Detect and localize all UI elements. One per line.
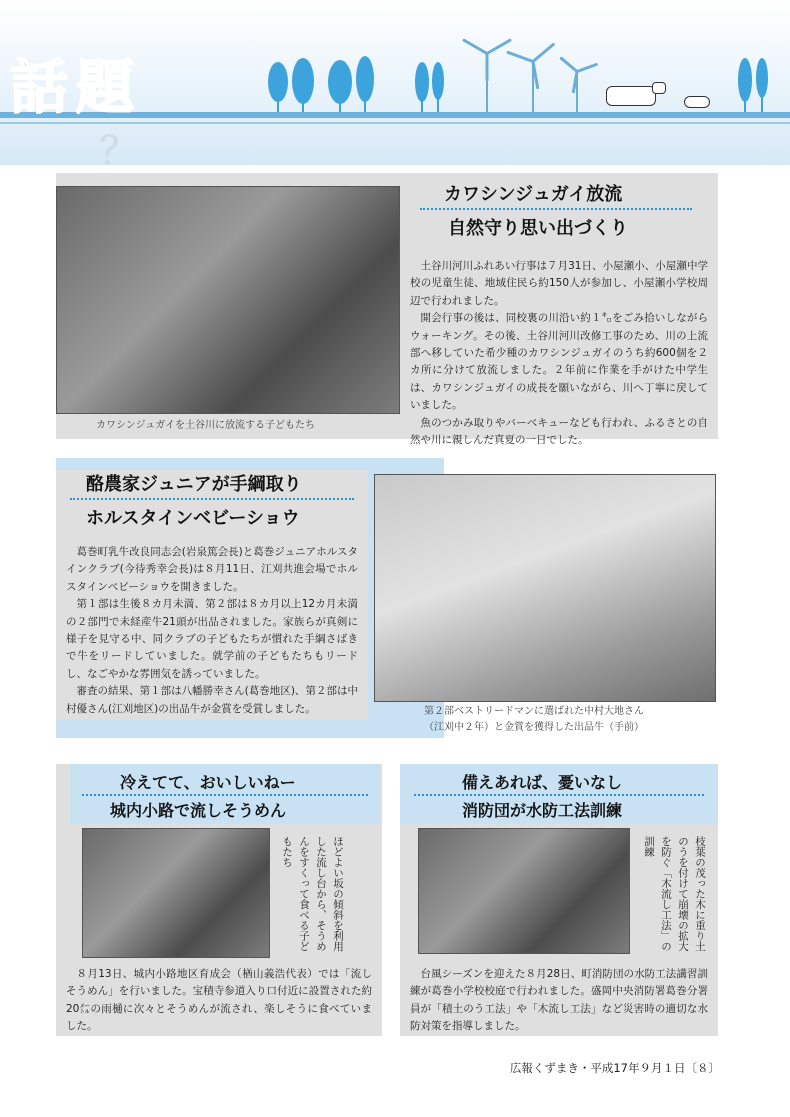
somen-headline-1: 冷えてて、おいしいねー (120, 773, 296, 792)
river-paragraph: 魚のつかみ取りやバーベキューなども行われ、ふるさとの自然や川に親しんだ真夏の一日でした。 (410, 416, 708, 447)
faded-background-print: ？ (100, 129, 443, 173)
section-title: 話題 (10, 53, 143, 121)
dairy-headline-1: 酪農家ジュニアが手綱取り (86, 474, 302, 495)
fire-photo-caption: 枝葉の茂った木に重り土のうを付けて崩壊の拡大を防ぐ「木流し工法」の訓練 (643, 836, 706, 952)
river-article-body (410, 258, 708, 449)
somen-photo-caption: ほどよい坂の傾斜を利用した流し台から、そうめんをすくって食べる子どもたち (281, 836, 344, 952)
river-paragraph: 土谷川河川ふれあい行事は７月31日、小屋瀬小、小屋瀬中学校の児童生徒、地域住民ら約150人が参加し、小屋瀬小学校周辺で行われました。 (410, 260, 708, 307)
fire-headline-2: 消防団が水防工法訓練 (462, 801, 623, 820)
somen-photo (82, 828, 270, 958)
dairy-photo-caption (424, 704, 714, 736)
river-paragraph: 開会行事の後は、同校裏の川沿い約１㌔をごみ拾いしながらウォーキング。その後、土谷川河川改修工事のため、川の上流部へ移していた希少種のカワシンジュガイのうち約600個を２カ所に分けて放流しました。２年前に作業を手がけた中学生は、カワシンジュガイの成長を願いながら、川へ丁寧に戻していました。 (410, 312, 708, 412)
somen-article-body (66, 966, 372, 1036)
page-footer: 広報くずまき・平成17年９月１日〔８〕 (509, 1061, 720, 1075)
fire-paragraph: 台風シーズンを迎えた８月28日、町消防団の水防工法講習訓練が葛巻小学校校庭で行われました。盛岡中央消防署葛巻分署員が「積土のう工法」や「木流し工法」など災害時の適切な水防対策を指導しました。 (410, 968, 708, 1033)
fire-headline-1: 備えあれば、憂いなし (462, 773, 623, 792)
river-headline-1: カワシンジュガイ放流 (444, 184, 623, 205)
dairy-paragraph: 葛巻町乳牛改良同志会(岩泉篤会長)と葛巻ジュニアホルスタインクラブ(今待秀幸会長)は８月11日、江刈共進会場でホルスタインベビーショウを開きました。 (66, 546, 358, 593)
fire-photo (418, 828, 630, 954)
somen-headline-rule (82, 794, 368, 796)
dairy-article-body (66, 544, 358, 718)
dairy-headline-2: ホルスタインベビーショウ (86, 508, 300, 529)
dairy-paragraph: 審査の結果、第１部は八幡勝幸さん(葛巻地区)、第２部は中村優さん(江刈地区)の出品牛が金賞を受賞しました。 (66, 685, 358, 715)
somen-paragraph: ８月13日、城内小路地区育成会（楢山義浩代表）では「流しそうめん」を行いました。宝積寺参道入り口付近に設置された約20㍍の雨樋に次々とそうめんが流され、楽しそうに食べていました。 (66, 968, 372, 1033)
fire-headline-rule (414, 794, 704, 796)
somen-headline-2: 城内小路で流しそうめん (110, 801, 287, 820)
river-headline-2: 自然守り思い出づくり (448, 218, 628, 239)
river-photo (56, 186, 400, 414)
dairy-headline-rule (70, 498, 354, 500)
fire-article-body (410, 966, 708, 1036)
river-headline-rule (420, 208, 692, 210)
dairy-paragraph: 第１部は生後８カ月未満、第２部は８カ月以上12カ月未満の２部門で未経産牛21頭が出品されました。家族らが真剣に様子を見守る中、同クラブの子どもたちが慣れた手綱さばきで牛をリードしていました。就学前の子どもたちもリードし、なごやかな雰囲気を誘っていました。 (66, 598, 358, 680)
river-photo-caption: カワシンジュガイを土谷川に放流する子どもたち (96, 420, 315, 431)
dairy-photo (374, 474, 716, 702)
dairy-caption-line: 第２部ベストリードマンに選ばれた中村大地さん (424, 706, 644, 717)
dairy-caption-line: （江刈中２年）と金賞を獲得した出品牛（手前） (424, 722, 644, 733)
